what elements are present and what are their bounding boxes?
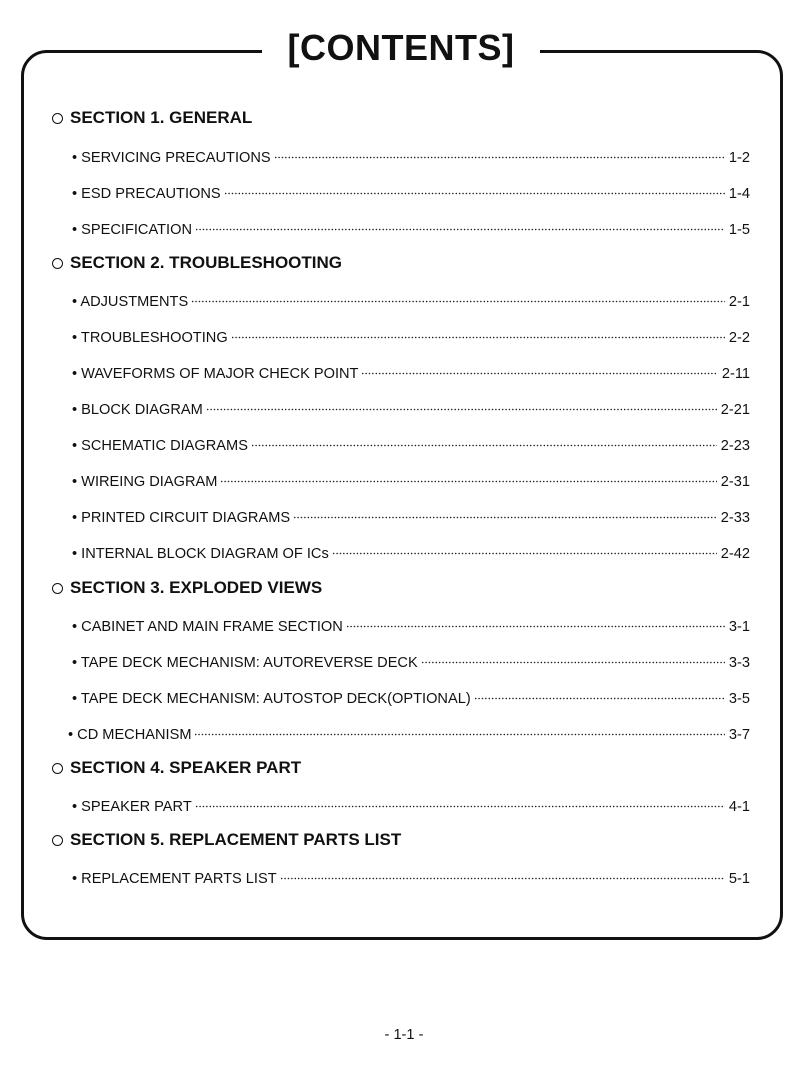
leader-dots <box>195 786 725 808</box>
section-title: SECTION 3. EXPLODED VIEWS <box>70 578 323 597</box>
title-block <box>262 22 540 78</box>
leader-dots <box>361 353 717 375</box>
section-title: SECTION 1. GENERAL <box>70 108 253 127</box>
toc-entry-label: • WIREING DIAGRAM <box>72 474 218 490</box>
section-heading-2 <box>50 250 342 276</box>
leader-dots <box>474 678 725 700</box>
toc-entry-autoreverse-deck[interactable] <box>72 645 750 671</box>
circle-bullet-icon <box>52 763 63 774</box>
toc-entry-label: • CABINET AND MAIN FRAME SECTION <box>72 619 343 635</box>
toc-entry-label: • INTERNAL BLOCK DIAGRAM OF ICs <box>72 546 329 562</box>
toc-entry-label: • BLOCK DIAGRAM <box>72 402 203 418</box>
leader-dots <box>346 606 725 628</box>
toc-entry-page: 1-2 <box>728 150 750 166</box>
leader-dots <box>224 173 725 195</box>
toc-entry-page: 5-1 <box>728 871 750 887</box>
toc-entry-cabinet-main-frame[interactable] <box>72 609 750 635</box>
toc-entry-label: • ESD PRECAUTIONS <box>72 186 221 202</box>
toc-entry-page: 3-3 <box>728 655 750 671</box>
toc-entry-adjustments[interactable] <box>72 284 750 310</box>
page-number: - 1-1 - <box>384 1027 424 1043</box>
leader-dots <box>280 858 725 880</box>
toc-entry-block-diagram[interactable] <box>72 392 750 418</box>
toc-entry-label: • SPECIFICATION <box>72 222 192 238</box>
section-heading-4 <box>50 755 301 781</box>
circle-bullet-icon <box>52 113 63 124</box>
toc-entry-page: 1-4 <box>728 186 750 202</box>
toc-entry-replacement-parts-list[interactable] <box>72 861 750 887</box>
toc-entry-autostop-deck[interactable] <box>72 681 750 707</box>
section-title: SECTION 5. REPLACEMENT PARTS LIST <box>70 830 402 849</box>
leader-dots <box>195 209 725 231</box>
toc-entry-esd-precautions[interactable] <box>72 176 750 202</box>
page-title: [CONTENTS] <box>287 27 515 68</box>
toc-entry-label: • TAPE DECK MECHANISM: AUTOSTOP DECK(OPTIONAL) <box>72 691 471 707</box>
toc-entry-page: 3-1 <box>728 619 750 635</box>
section-heading-5 <box>50 827 401 853</box>
section-heading-1 <box>50 105 252 131</box>
section-title: SECTION 4. SPEAKER PART <box>70 758 302 777</box>
leader-dots <box>274 137 725 159</box>
toc-entry-label: • CD MECHANISM <box>68 727 192 743</box>
toc-entry-label: • REPLACEMENT PARTS LIST <box>72 871 277 887</box>
circle-bullet-icon <box>52 258 63 269</box>
toc-entry-page: 2-23 <box>720 438 750 454</box>
toc-entry-page: 3-5 <box>728 691 750 707</box>
circle-bullet-icon <box>52 583 63 594</box>
toc-entry-page: 2-11 <box>721 366 750 382</box>
leader-dots <box>421 642 725 664</box>
leader-dots <box>231 317 725 339</box>
toc-entry-label: • SERVICING PRECAUTIONS <box>72 150 271 166</box>
toc-entry-printed-circuit-diagrams[interactable] <box>72 500 750 526</box>
leader-dots <box>293 497 717 519</box>
toc-entry-page: 3-7 <box>728 727 750 743</box>
toc-entry-label: • PRINTED CIRCUIT DIAGRAMS <box>72 510 291 526</box>
toc-entry-speaker-part[interactable] <box>72 789 750 815</box>
leader-dots <box>194 714 724 736</box>
leader-dots <box>206 389 717 411</box>
section-heading-3 <box>50 575 322 601</box>
toc-entry-label: • SPEAKER PART <box>72 799 192 815</box>
toc-entry-label: • TAPE DECK MECHANISM: AUTOREVERSE DECK <box>72 655 418 671</box>
toc-entry-cd-mechanism[interactable] <box>68 717 750 743</box>
section-title: SECTION 2. TROUBLESHOOTING <box>70 253 343 272</box>
toc-entry-wireing-diagram[interactable] <box>72 464 750 490</box>
toc-entry-label: • SCHEMATIC DIAGRAMS <box>72 438 248 454</box>
toc-entry-label: • TROUBLESHOOTING <box>72 330 228 346</box>
toc-entry-page: 2-42 <box>720 546 750 562</box>
toc-entry-page: 2-31 <box>720 474 750 490</box>
toc-entry-troubleshooting[interactable] <box>72 320 750 346</box>
toc-entry-specification[interactable] <box>72 212 750 238</box>
toc-entry-servicing-precautions[interactable] <box>72 140 750 166</box>
leader-dots <box>220 461 716 483</box>
toc-entry-page: 1-5 <box>728 222 750 238</box>
toc-entry-schematic-diagrams[interactable] <box>72 428 750 454</box>
toc-entry-page: 2-2 <box>728 330 750 346</box>
toc-entry-label: • ADJUSTMENTS <box>72 294 189 310</box>
leader-dots <box>251 425 717 447</box>
leader-dots <box>332 533 717 555</box>
toc-entry-page: 2-1 <box>728 294 750 310</box>
toc-entry-page: 4-1 <box>728 799 750 815</box>
leader-dots <box>191 281 725 303</box>
toc-entry-page: 2-21 <box>720 402 750 418</box>
circle-bullet-icon <box>52 835 63 846</box>
toc-entry-waveforms[interactable] <box>72 356 750 382</box>
toc-entry-page: 2-33 <box>720 510 750 526</box>
toc-entry-label: • WAVEFORMS OF MAJOR CHECK POINT <box>72 366 359 382</box>
toc-entry-internal-block-diagram[interactable] <box>72 536 750 562</box>
